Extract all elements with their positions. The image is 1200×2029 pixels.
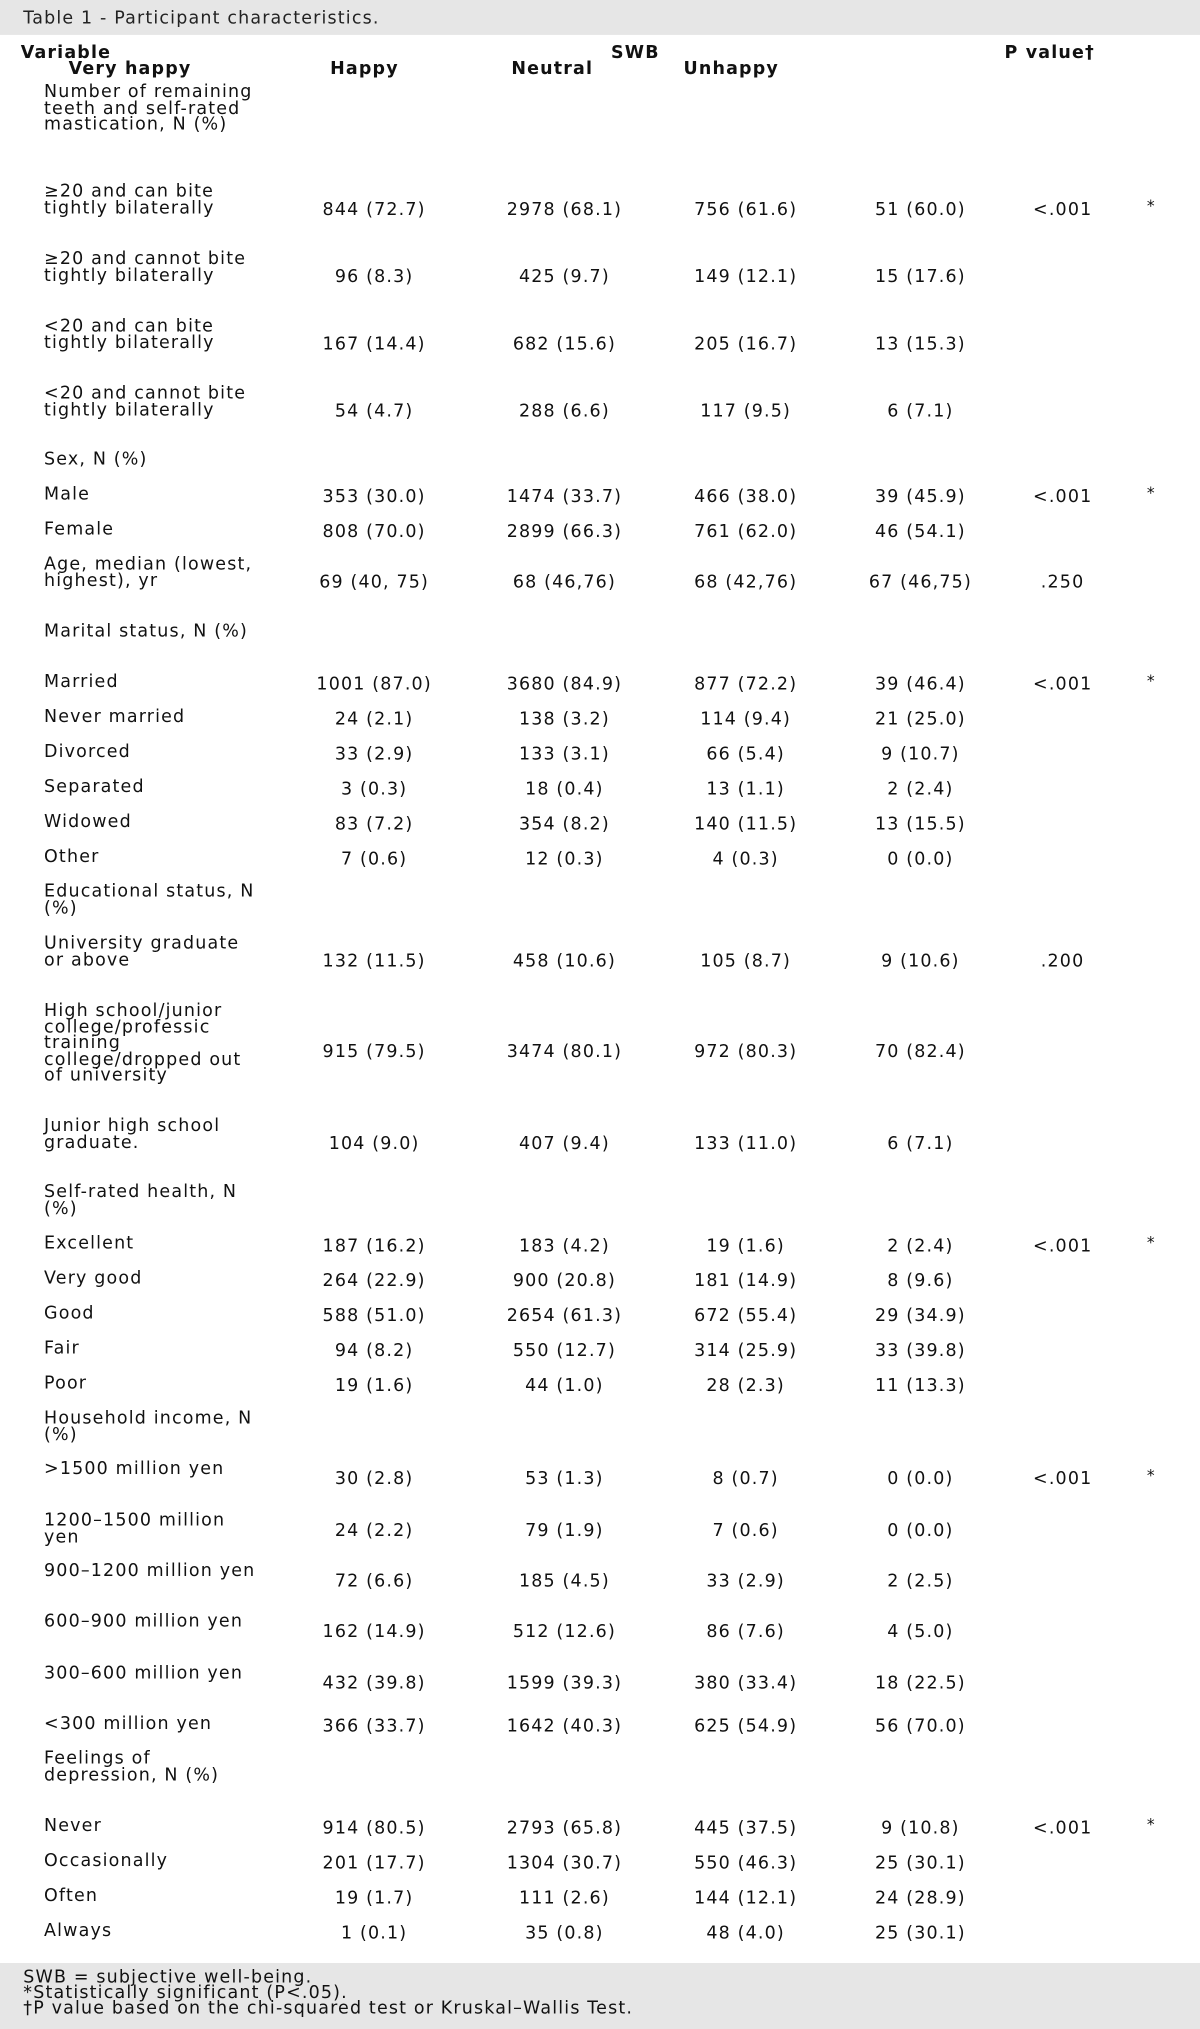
- cell-unhappy: 15 (17.6): [874, 266, 966, 288]
- header-pvalue: P value†: [1004, 42, 1095, 64]
- row-label: Separated: [44, 776, 145, 798]
- section-label: Self-rated health, N (%): [44, 1181, 238, 1219]
- row-label: Always: [44, 1920, 113, 1941]
- row-label: Never married: [44, 706, 186, 728]
- cell-pvalue: <.001: [1033, 1468, 1093, 1490]
- header-very-happy: Very happy: [68, 58, 192, 79]
- cell-unhappy: 13 (15.5): [874, 813, 966, 835]
- cell-happy: 79 (1.9): [525, 1520, 604, 1542]
- cell-happy: 133 (3.1): [518, 744, 610, 765]
- cell-neutral: 550 (46.3): [694, 1853, 798, 1874]
- cell-happy: 682 (15.6): [512, 333, 616, 355]
- cell-neutral: 66 (5.4): [706, 744, 785, 765]
- footnote-significance: *Statistically significant (P<.05).: [23, 1982, 348, 2004]
- cell-pvalue: <.001: [1033, 1818, 1093, 1839]
- cell-happy: 111 (2.6): [518, 1887, 610, 1909]
- cell-very-happy: 914 (80.5): [322, 1818, 426, 1839]
- cell-unhappy: 11 (13.3): [874, 1375, 966, 1397]
- cell-very-happy: 366 (33.7): [322, 1715, 426, 1737]
- cell-happy: 2654 (61.3): [506, 1305, 623, 1327]
- header-swb: SWB: [611, 42, 660, 64]
- cell-unhappy: 6 (7.1): [887, 1133, 954, 1155]
- row-label: Age, median (lowest, highest), yr: [44, 553, 253, 591]
- cell-unhappy: 18 (22.5): [874, 1673, 966, 1694]
- cell-neutral: 466 (38.0): [694, 486, 798, 508]
- cell-happy: 900 (20.8): [512, 1270, 616, 1292]
- cell-neutral: 672 (55.4): [694, 1305, 798, 1327]
- cell-happy: 425 (9.7): [518, 266, 610, 288]
- cell-very-happy: 187 (16.2): [322, 1235, 426, 1257]
- row-label: 1200–1500 million yen: [44, 1510, 226, 1547]
- cell-neutral: 314 (25.9): [694, 1340, 798, 1362]
- cell-happy: 35 (0.8): [525, 1922, 604, 1944]
- cell-unhappy: 56 (70.0): [874, 1715, 966, 1737]
- row-label: 900–1200 million yen: [44, 1560, 256, 1582]
- cell-very-happy: 162 (14.9): [322, 1621, 426, 1643]
- cell-happy: 288 (6.6): [518, 401, 610, 422]
- cell-very-happy: 72 (6.6): [334, 1570, 414, 1592]
- cell-unhappy: 46 (54.1): [874, 521, 966, 543]
- row-label: Excellent: [44, 1233, 135, 1254]
- cell-unhappy: 0 (0.0): [887, 1468, 954, 1490]
- cell-neutral: 4 (0.3): [712, 848, 779, 870]
- cell-very-happy: 588 (51.0): [322, 1305, 426, 1327]
- cell-neutral: 761 (62.0): [694, 521, 798, 543]
- cell-pvalue: .200: [1040, 951, 1085, 972]
- cell-neutral: 133 (11.0): [694, 1133, 798, 1155]
- header-variable: Variable: [20, 42, 112, 64]
- cell-unhappy: 25 (30.1): [874, 1922, 966, 1944]
- cell-very-happy: 24 (2.2): [334, 1520, 414, 1542]
- cell-pvalue: <.001: [1033, 674, 1093, 695]
- cell-happy: 407 (9.4): [518, 1133, 610, 1155]
- footnote-pvalue-test: †P value based on the chi-squared test or Kruskal–Wallis Test.: [23, 1997, 634, 2019]
- section-label: Sex, N (%): [44, 449, 148, 470]
- cell-very-happy: 432 (39.8): [322, 1673, 426, 1694]
- cell-unhappy: 0 (0.0): [887, 848, 954, 870]
- cell-happy: 68 (46,76): [512, 571, 616, 593]
- cell-neutral: 86 (7.6): [706, 1621, 785, 1643]
- cell-very-happy: 19 (1.6): [334, 1375, 414, 1397]
- cell-happy: 2899 (66.3): [506, 521, 623, 543]
- row-label: High school/junior college/professic training college/dropped out of university: [44, 1000, 242, 1086]
- cell-very-happy: 167 (14.4): [322, 333, 426, 355]
- cell-pvalue: .250: [1040, 571, 1085, 593]
- cell-pvalue: <.001: [1033, 486, 1093, 508]
- cell-very-happy: 201 (17.7): [322, 1853, 426, 1874]
- significance-marker: *: [1146, 483, 1156, 503]
- table-footer: [0, 1963, 1200, 2029]
- row-label: >1500 million yen: [44, 1458, 225, 1480]
- cell-unhappy: 9 (10.6): [881, 951, 960, 972]
- cell-neutral: 140 (11.5): [694, 813, 798, 835]
- cell-happy: 1474 (33.7): [506, 486, 623, 508]
- row-label: ≥20 and cannot bite tightly bilaterally: [44, 248, 247, 286]
- cell-happy: 1642 (40.3): [506, 1715, 623, 1737]
- significance-marker: *: [1146, 1815, 1156, 1834]
- cell-neutral: 117 (9.5): [700, 401, 792, 422]
- row-label: Male: [44, 483, 91, 505]
- section-label: Household income, N (%): [44, 1407, 253, 1445]
- cell-neutral: 181 (14.9): [694, 1270, 798, 1292]
- cell-very-happy: 94 (8.2): [334, 1340, 414, 1362]
- cell-unhappy: 13 (15.3): [874, 333, 966, 355]
- row-label: <300 million yen: [44, 1713, 213, 1734]
- cell-unhappy: 67 (46,75): [868, 571, 972, 593]
- cell-neutral: 625 (54.9): [694, 1715, 798, 1737]
- cell-happy: 3474 (80.1): [506, 1041, 623, 1063]
- cell-very-happy: 30 (2.8): [334, 1468, 414, 1490]
- cell-very-happy: 104 (9.0): [328, 1133, 420, 1155]
- cell-very-happy: 844 (72.7): [322, 199, 426, 220]
- significance-marker: *: [1146, 1233, 1156, 1252]
- cell-neutral: 149 (12.1): [694, 266, 798, 288]
- cell-unhappy: 2 (2.4): [887, 1235, 954, 1257]
- cell-happy: 458 (10.6): [512, 951, 616, 972]
- section-label: Marital status, N (%): [44, 621, 248, 642]
- cell-very-happy: 83 (7.2): [334, 813, 414, 835]
- row-label: 600–900 million yen: [44, 1611, 244, 1632]
- cell-unhappy: 2 (2.4): [887, 778, 954, 800]
- row-label: <20 and cannot bite tightly bilaterally: [44, 383, 247, 420]
- cell-unhappy: 2 (2.5): [887, 1570, 954, 1592]
- row-label: 300–600 million yen: [44, 1662, 244, 1684]
- cell-neutral: 105 (8.7): [700, 951, 792, 972]
- row-label: University graduate or above: [44, 932, 240, 970]
- cell-neutral: 877 (72.2): [694, 674, 798, 695]
- cell-happy: 512 (12.6): [512, 1621, 616, 1643]
- cell-neutral: 7 (0.6): [712, 1520, 779, 1542]
- cell-very-happy: 915 (79.5): [322, 1041, 426, 1063]
- cell-happy: 44 (1.0): [525, 1375, 604, 1397]
- cell-unhappy: 9 (10.7): [881, 744, 960, 765]
- row-label: Often: [44, 1885, 99, 1907]
- header-neutral: Neutral: [511, 58, 594, 79]
- row-label: Never: [44, 1815, 102, 1837]
- cell-happy: 2978 (68.1): [506, 199, 623, 220]
- cell-happy: 138 (3.2): [518, 709, 610, 730]
- cell-unhappy: 8 (9.6): [887, 1270, 954, 1292]
- cell-very-happy: 96 (8.3): [334, 266, 414, 288]
- cell-very-happy: 7 (0.6): [340, 848, 408, 870]
- cell-happy: 183 (4.2): [518, 1235, 610, 1257]
- row-label: Good: [44, 1303, 95, 1324]
- cell-pvalue: <.001: [1033, 199, 1093, 220]
- cell-neutral: 8 (0.7): [712, 1468, 779, 1490]
- cell-unhappy: 39 (46.4): [874, 674, 966, 695]
- cell-unhappy: 0 (0.0): [887, 1520, 954, 1542]
- cell-unhappy: 29 (34.9): [874, 1305, 966, 1327]
- cell-very-happy: 3 (0.3): [340, 778, 408, 800]
- cell-unhappy: 21 (25.0): [874, 709, 966, 730]
- cell-very-happy: 54 (4.7): [334, 401, 414, 422]
- cell-happy: 3680 (84.9): [506, 674, 623, 695]
- section-label: Feelings of depression, N (%): [44, 1748, 220, 1786]
- cell-neutral: 114 (9.4): [700, 709, 792, 730]
- cell-unhappy: 70 (82.4): [874, 1041, 966, 1063]
- cell-very-happy: 264 (22.9): [322, 1270, 426, 1292]
- section-label: Number of remaining teeth and self-rated mastication, N (%): [44, 81, 253, 135]
- cell-unhappy: 4 (5.0): [887, 1621, 954, 1643]
- row-label: Widowed: [44, 811, 132, 833]
- footnote-swb: SWB = subjective well-being.: [23, 1966, 313, 1988]
- row-label: Married: [44, 671, 119, 693]
- row-label: Other: [44, 846, 100, 867]
- cell-very-happy: 1001 (87.0): [316, 674, 432, 695]
- cell-neutral: 28 (2.3): [706, 1375, 785, 1397]
- header-unhappy: Unhappy: [683, 58, 779, 79]
- cell-happy: 185 (4.5): [518, 1570, 610, 1592]
- cell-neutral: 380 (33.4): [694, 1673, 798, 1694]
- cell-unhappy: 6 (7.1): [887, 401, 954, 422]
- table-caption-bar: [0, 0, 1200, 35]
- cell-neutral: 48 (4.0): [706, 1922, 785, 1944]
- header-happy: Happy: [330, 58, 399, 79]
- cell-happy: 2793 (65.8): [506, 1818, 623, 1839]
- row-label: <20 and can bite tightly bilaterally: [44, 315, 215, 353]
- cell-happy: 53 (1.3): [525, 1468, 604, 1490]
- cell-unhappy: 33 (39.8): [874, 1340, 966, 1362]
- significance-marker: *: [1146, 1466, 1156, 1485]
- cell-very-happy: 353 (30.0): [322, 486, 426, 508]
- cell-neutral: 13 (1.1): [706, 778, 785, 800]
- cell-unhappy: 24 (28.9): [874, 1887, 966, 1909]
- cell-happy: 354 (8.2): [518, 813, 610, 835]
- cell-happy: 18 (0.4): [525, 778, 604, 800]
- section-label: Educational status, N (%): [44, 881, 255, 919]
- row-label: Occasionally: [44, 1850, 169, 1872]
- cell-happy: 550 (12.7): [512, 1340, 616, 1362]
- cell-happy: 1304 (30.7): [506, 1853, 623, 1874]
- cell-unhappy: 51 (60.0): [874, 199, 966, 220]
- cell-neutral: 756 (61.6): [694, 199, 798, 220]
- table-caption: Table 1 - Participant characteristics.: [23, 7, 380, 29]
- cell-happy: 12 (0.3): [525, 848, 604, 870]
- cell-neutral: 445 (37.5): [694, 1818, 798, 1839]
- row-label: ≥20 and can bite tightly bilaterally: [44, 181, 215, 219]
- cell-very-happy: 69 (40, 75): [319, 571, 430, 593]
- cell-neutral: 144 (12.1): [694, 1887, 798, 1909]
- significance-marker: *: [1146, 671, 1156, 690]
- cell-unhappy: 39 (45.9): [874, 486, 966, 508]
- significance-marker: *: [1146, 196, 1156, 215]
- cell-neutral: 33 (2.9): [706, 1570, 785, 1592]
- cell-very-happy: 19 (1.7): [334, 1887, 414, 1909]
- cell-neutral: 19 (1.6): [706, 1235, 785, 1257]
- cell-very-happy: 808 (70.0): [322, 521, 426, 543]
- cell-unhappy: 25 (30.1): [874, 1853, 966, 1874]
- cell-neutral: 972 (80.3): [694, 1041, 798, 1063]
- cell-happy: 1599 (39.3): [506, 1673, 623, 1694]
- row-label: Very good: [44, 1268, 143, 1289]
- cell-very-happy: 1 (0.1): [340, 1922, 408, 1944]
- row-label: Junior high school graduate.: [44, 1115, 221, 1153]
- cell-very-happy: 24 (2.1): [334, 709, 414, 730]
- row-label: Divorced: [44, 741, 131, 763]
- row-label: Female: [44, 518, 115, 540]
- cell-neutral: 68 (42,76): [694, 571, 798, 593]
- cell-very-happy: 33 (2.9): [334, 744, 414, 765]
- cell-neutral: 205 (16.7): [694, 333, 798, 355]
- row-label: Poor: [44, 1372, 88, 1394]
- cell-pvalue: <.001: [1033, 1235, 1093, 1257]
- cell-very-happy: 132 (11.5): [322, 951, 426, 972]
- cell-unhappy: 9 (10.8): [881, 1818, 960, 1839]
- row-label: Fair: [44, 1337, 80, 1359]
